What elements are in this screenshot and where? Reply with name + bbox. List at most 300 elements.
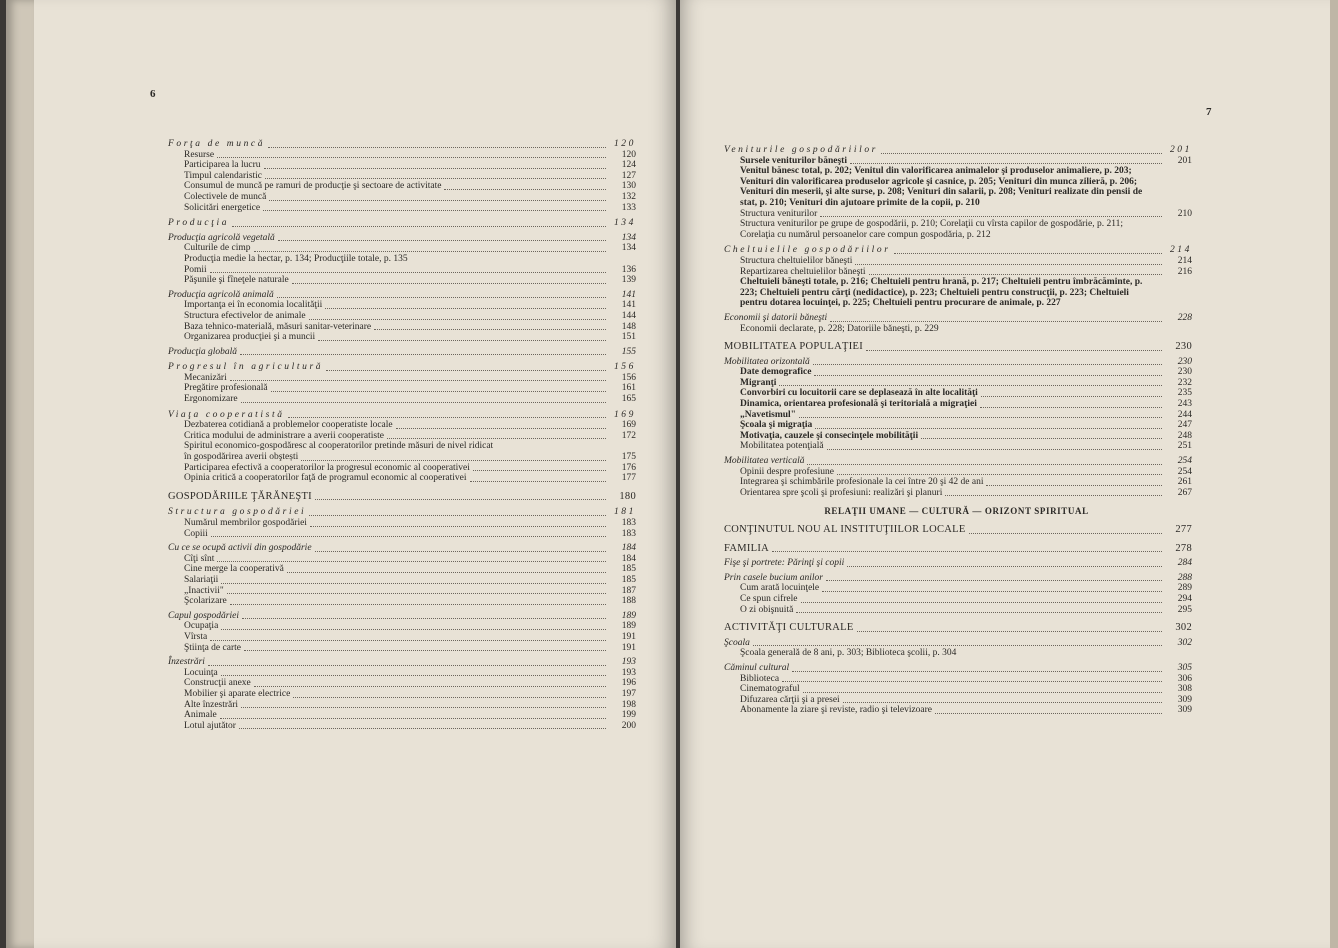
toc-entry (166, 218, 636, 229)
toc-entry-title: Producţia globală (168, 347, 240, 358)
toc-entry-page: 151 (606, 332, 636, 343)
toc-entry-title: Culturile de cimp (184, 243, 254, 254)
toc-entry (166, 394, 636, 405)
toc-entry (166, 300, 636, 311)
dot-leader (309, 515, 606, 516)
toc-entry (166, 192, 636, 203)
toc-entry (166, 689, 636, 700)
dot-leader (374, 329, 606, 330)
toc-entry-title: Date demografice (740, 367, 814, 378)
toc-entry-title: Participarea la lucru (184, 160, 264, 171)
toc-entry-page: 230 (1162, 367, 1192, 378)
toc-entry (722, 573, 1192, 584)
toc-entry-title: Cu ce se ocupă activii din gospodărie (168, 543, 315, 554)
dot-leader (827, 449, 1162, 450)
toc-entry (166, 529, 636, 540)
toc-entry-page: 141 (606, 290, 636, 301)
dot-leader (221, 675, 606, 676)
toc-entry-title: în gospodărirea averii obştești (184, 452, 301, 463)
toc-entry-page: 247 (1162, 420, 1192, 431)
dot-leader (239, 728, 606, 729)
toc-entry-page: 165 (606, 394, 636, 405)
toc-entry (722, 388, 1192, 399)
toc-entry-title: Convorbiri cu locuitorii care se deplasează în alte localităţi (740, 388, 981, 399)
toc-entry-title: Mobilitatea potenţială (740, 441, 827, 452)
toc-entry-title: Pomii (184, 265, 210, 276)
dot-leader (241, 707, 606, 708)
dot-leader (387, 438, 606, 439)
toc-entry-title: Abonamente la ziare şi reviste, radio şi televizoare (740, 705, 935, 716)
toc-entry (722, 219, 1192, 240)
dot-leader (271, 391, 606, 392)
toc-entry-page: 189 (606, 621, 636, 632)
dot-leader (221, 583, 606, 584)
toc-entry-title: Cheltuielile gospodăriilor (724, 245, 894, 256)
toc-entry-page: 141 (606, 300, 636, 311)
toc-entry (166, 233, 636, 244)
toc-entry-page: 201 (1162, 156, 1192, 167)
toc-entry-title: Dinamica, orientarea profesională şi teritorială a migraţiei (740, 399, 980, 410)
dot-leader (837, 474, 1162, 475)
table-of-contents-left (166, 134, 636, 731)
toc-entry-title: Structura gospodăriei (168, 507, 309, 518)
toc-entry-title: Consumul de muncă pe ramuri de producţie şi sectoare de activitate (184, 181, 444, 192)
toc-entry (166, 139, 636, 150)
toc-entry-page: 284 (1162, 558, 1192, 569)
dot-leader (969, 533, 1162, 534)
toc-entry-title: Şcoala (724, 638, 753, 649)
toc-entry-title: Integrarea şi schimbările profesionale la cei între 20 şi 42 de ani (740, 477, 986, 488)
toc-entry (722, 477, 1192, 488)
toc-entry-page: 251 (1162, 441, 1192, 452)
toc-entry (722, 594, 1192, 605)
toc-entry-page: 277 (1162, 525, 1192, 536)
toc-entry (166, 347, 636, 358)
toc-entry-title: Cine merge la cooperativă (184, 564, 287, 575)
toc-entry-title: Construcţii anexe (184, 678, 254, 689)
toc-entry-title: Ocupaţia (184, 621, 221, 632)
dot-leader (301, 460, 606, 461)
toc-entry-title: Resurse (184, 150, 217, 161)
toc-entry-title: O zi obişnuită (740, 605, 796, 616)
toc-entry (722, 441, 1192, 452)
toc-entry-title: Mecanizări (184, 373, 230, 384)
toc-entry-page: 235 (1162, 388, 1192, 399)
toc-entry-page: 183 (606, 529, 636, 540)
dot-leader (881, 153, 1162, 154)
toc-entry (166, 473, 636, 484)
dot-leader (244, 650, 606, 651)
toc-entry (166, 452, 636, 463)
toc-entry-page: 232 (1162, 378, 1192, 389)
toc-entry (166, 265, 636, 276)
dot-leader (268, 147, 606, 148)
toc-entry-page: 294 (1162, 594, 1192, 605)
toc-entry (166, 507, 636, 518)
toc-entry-title: Fişe şi portrete: Părinţi şi copii (724, 558, 847, 569)
toc-entry-page: 124 (606, 160, 636, 171)
toc-entry-page: 302 (1162, 623, 1192, 634)
toc-entry (722, 245, 1192, 256)
toc-entry-title: Căminul cultural (724, 663, 792, 674)
toc-entry (166, 463, 636, 474)
toc-entry-page: 309 (1162, 695, 1192, 706)
toc-entry-page: 302 (1162, 638, 1192, 649)
dot-leader (254, 686, 606, 687)
toc-entry-title: Prin casele bucium anilor (724, 573, 826, 584)
dot-leader (210, 272, 606, 273)
toc-entry (722, 410, 1192, 421)
toc-entry-title: Sursele veniturilor băneşti (740, 156, 850, 167)
dot-leader (277, 297, 606, 298)
toc-entry (722, 638, 1192, 649)
toc-entry-page: 267 (1162, 488, 1192, 499)
toc-entry-title: Animale (184, 710, 220, 721)
toc-entry-title: Opinia critică a cooperatorilor faţă de programul economic al cooperativei (184, 473, 470, 484)
toc-entry (722, 431, 1192, 442)
toc-entry-title: Veniturile gospodăriilor (724, 145, 881, 156)
toc-entry-title: „Navetismul" (740, 410, 799, 421)
toc-entry (166, 621, 636, 632)
dot-leader (981, 396, 1162, 397)
toc-entry-page: 254 (1162, 456, 1192, 467)
dot-leader (278, 240, 606, 241)
dot-leader (288, 417, 606, 418)
dot-leader (240, 354, 606, 355)
toc-entry (166, 678, 636, 689)
toc-entry-title: Şcoala generală de 8 ani, p. 303; Biblioteca şcolii, p. 304 (740, 648, 959, 659)
toc-entry (166, 160, 636, 171)
toc-entry-page: 169 (606, 410, 636, 421)
toc-entry (166, 431, 636, 442)
toc-entry (166, 632, 636, 643)
dot-leader (293, 697, 606, 698)
toc-entry-page: 193 (606, 668, 636, 679)
toc-entry (722, 209, 1192, 220)
toc-entry-title: Structura cheltuielilor băneşti (740, 256, 855, 267)
toc-entry (722, 456, 1192, 467)
toc-entry-title: Ergonomizare (184, 394, 241, 405)
dot-leader (921, 438, 1162, 439)
toc-entry (722, 313, 1192, 324)
toc-entry-title: FAMILIA (724, 544, 772, 555)
dot-leader (254, 251, 607, 252)
toc-entry-title: Timpul calendaristic (184, 171, 265, 182)
toc-entry-title: Venitul bănesc total, p. 202; Venitul din valorificarea animalelor şi produselor animaliere, p. 203; Venituri din valorificarea produselor agricole şi casnice, p. 205; Venituri din munca zilieră, p. 206; Venituri din meserii, şi alte surse, p. 208; Venituri din salarii, p. 208; Venituri realizate din pensii de stat, p. 210; Venituri din ajutoare primite de la copii, p. 210 (740, 166, 1152, 208)
toc-entry-title: Cinematograful (740, 684, 803, 695)
toc-entry (722, 623, 1192, 634)
dot-leader (815, 428, 1162, 429)
toc-entry-title: Solicitări energetice (184, 203, 263, 214)
dot-leader (217, 157, 606, 158)
toc-entry (722, 488, 1192, 499)
dot-leader (444, 189, 606, 190)
left-page (34, 0, 676, 948)
page-number: 6 (150, 88, 156, 100)
toc-entry-page: 305 (1162, 663, 1192, 674)
dot-leader (242, 618, 606, 619)
toc-entry-title: Cîţi sînt (184, 554, 217, 565)
dot-leader (850, 163, 1162, 164)
dot-leader (473, 470, 606, 471)
toc-entry (166, 290, 636, 301)
toc-entry-page: 155 (606, 347, 636, 358)
toc-entry-title: Repartizarea cheltuielilor băneşti (740, 267, 869, 278)
toc-entry (722, 605, 1192, 616)
toc-entry-title: Locuinţa (184, 668, 221, 679)
toc-entry-title: Salariaţii (184, 575, 221, 586)
toc-entry (166, 275, 636, 286)
toc-entry (722, 357, 1192, 368)
toc-entry-title: Dezbaterea cotidiană a problemelor cooperatiste locale (184, 420, 396, 431)
toc-entry-title: Producţia medie la hectar, p. 134; Producţiile totale, p. 135 (184, 254, 411, 265)
toc-entry-page: 120 (606, 139, 636, 150)
toc-entry-title: Mobilitatea orizontală (724, 357, 813, 368)
toc-entry (722, 674, 1192, 685)
toc-entry-page: 130 (606, 181, 636, 192)
toc-entry (166, 420, 636, 431)
dot-leader (779, 385, 1162, 386)
toc-entry-page: 120 (606, 150, 636, 161)
toc-entry (722, 324, 1192, 335)
toc-entry-title: Cheltuieli băneşti totale, p. 216; Cheltuieli pentru hrană, p. 217; Cheltuieli pentru îmbrăcăminte, p. 223; Cheltuieli pentru cărţi (nedidactice), p. 223; Cheltuieli pentru construcţii, p. 223; Cheltuieli pentru dotarea locuinţei, p. 225; Cheltuieli pentru procurare de animale, p. 227 (740, 277, 1152, 309)
dot-leader (801, 602, 1162, 603)
toc-entry-page: 176 (606, 463, 636, 474)
toc-entry-page: 198 (606, 700, 636, 711)
dot-leader (799, 417, 1162, 418)
toc-entry (722, 367, 1192, 378)
toc-entry-page: 278 (1162, 544, 1192, 555)
dot-leader (813, 364, 1162, 365)
toc-entry (722, 277, 1192, 309)
toc-entry-page: 181 (606, 507, 636, 518)
toc-entry (166, 543, 636, 554)
toc-entry (166, 410, 636, 421)
dot-leader (230, 380, 606, 381)
toc-entry-page: 134 (606, 218, 636, 229)
toc-entry (166, 322, 636, 333)
toc-entry-page: 172 (606, 431, 636, 442)
toc-entry (166, 700, 636, 711)
toc-entry-page: 309 (1162, 705, 1192, 716)
toc-entry-title: GOSPODĂRIILE ŢĂRĂNEŞTI (168, 492, 315, 503)
toc-entry-page: 132 (606, 192, 636, 203)
toc-entry-title: Orientarea spre şcoli şi profesiuni: realizări şi planuri (740, 488, 945, 499)
toc-entry-page: 161 (606, 383, 636, 394)
toc-entry (166, 554, 636, 565)
toc-entry-title: Şcoala şi migraţia (740, 420, 815, 431)
toc-entry (166, 243, 636, 254)
toc-entry-page: 308 (1162, 684, 1192, 695)
toc-entry-title: Cum arată locuinţele (740, 583, 822, 594)
dot-leader (986, 485, 1162, 486)
toc-entry-title: Critica modului de administrare a averii cooperatiste (184, 431, 387, 442)
toc-entry-page: 193 (606, 657, 636, 668)
toc-entry-page: 169 (606, 420, 636, 431)
dot-leader (826, 580, 1162, 581)
book-edge-right (1330, 0, 1338, 948)
toc-entry-title: Numărul membrilor gospodăriei (184, 518, 310, 529)
dot-leader (325, 308, 606, 309)
toc-entry-page: 133 (606, 203, 636, 214)
dot-leader (822, 591, 1162, 592)
toc-entry (166, 441, 636, 452)
dot-leader (318, 340, 606, 341)
toc-entry (166, 383, 636, 394)
toc-entry-page: 199 (606, 710, 636, 721)
toc-entry-title: Lotul ajutător (184, 721, 239, 732)
dot-leader (945, 495, 1162, 496)
toc-entry-title: Migranţi (740, 378, 779, 389)
toc-entry-page: 230 (1162, 357, 1192, 368)
toc-entry-title: Producţia agricolă animală (168, 290, 277, 301)
toc-entry-page: 200 (606, 721, 636, 732)
toc-entry-page: 185 (606, 564, 636, 575)
toc-entry (166, 586, 636, 597)
toc-entry (722, 420, 1192, 431)
toc-entry (722, 558, 1192, 569)
dot-leader (315, 499, 606, 500)
toc-entry-title: Producţia agricolă vegetală (168, 233, 278, 244)
dot-leader (326, 370, 606, 371)
toc-entry (722, 695, 1192, 706)
dot-leader (820, 216, 1162, 217)
dot-leader (796, 612, 1162, 613)
toc-entry-page: 214 (1162, 245, 1192, 256)
toc-entry-title: RELAŢII UMANE — CULTURĂ — ORIZONT SPIRITUAL (824, 506, 1089, 517)
toc-entry-page: 196 (606, 678, 636, 689)
dot-leader (263, 210, 606, 211)
toc-entry-title: Viaţa cooperatistă (168, 410, 288, 421)
toc-entry (722, 256, 1192, 267)
toc-entry (722, 544, 1192, 555)
dot-leader (782, 681, 1162, 682)
toc-entry-title: Forţa de muncă (168, 139, 268, 150)
toc-entry-title: Alte înzestrări (184, 700, 241, 711)
toc-entry (166, 311, 636, 322)
dot-leader (814, 375, 1162, 376)
book-edge-left (6, 0, 34, 948)
dot-leader (287, 572, 606, 573)
toc-entry-title: MOBILITATEA POPULAŢIEI (724, 342, 866, 353)
toc-entry-title: Spiritul economico-gospodăresc al cooperatorilor pretinde măsuri de nivel ridicat (184, 441, 496, 452)
dot-leader (803, 692, 1162, 693)
toc-entry-page: 243 (1162, 399, 1192, 410)
toc-entry-page: 228 (1162, 313, 1192, 324)
toc-entry (166, 564, 636, 575)
toc-entry (166, 181, 636, 192)
toc-entry-title: Biblioteca (740, 674, 782, 685)
dot-leader (265, 178, 606, 179)
toc-entry-title: Economii declarate, p. 228; Datoriile băneşti, p. 229 (740, 324, 942, 335)
dot-leader (470, 481, 607, 482)
dot-leader (772, 551, 1162, 552)
toc-entry (722, 506, 1192, 517)
toc-entry (166, 332, 636, 343)
dot-leader (980, 407, 1162, 408)
dot-leader (210, 640, 606, 641)
dot-leader (857, 631, 1162, 632)
dot-leader (792, 671, 1162, 672)
toc-entry-page: 175 (606, 452, 636, 463)
toc-entry (166, 362, 636, 373)
toc-entry (722, 583, 1192, 594)
toc-entry (166, 657, 636, 668)
toc-entry-title: Producţia (168, 218, 232, 229)
toc-entry-page: 201 (1162, 145, 1192, 156)
toc-entry (166, 254, 636, 265)
toc-entry-page: 144 (606, 311, 636, 322)
dot-leader (232, 226, 606, 227)
toc-entry-title: Înzestrări (168, 657, 208, 668)
toc-entry (166, 668, 636, 679)
toc-entry-page: 183 (606, 518, 636, 529)
toc-entry (166, 611, 636, 622)
toc-entry-title: Structura veniturilor pe grupe de gospodării, p. 210; Corelaţii cu vîrsta capilor de gospodărie, p. 211; Corelaţia cu numărul persoanelor care compun gospodăria, p. 212 (740, 219, 1152, 240)
toc-entry-page: 148 (606, 322, 636, 333)
dot-leader (292, 283, 606, 284)
toc-entry (722, 525, 1192, 536)
toc-entry-title: Şcolarizare (184, 596, 230, 607)
toc-entry-page: 288 (1162, 573, 1192, 584)
dot-leader (211, 536, 606, 537)
dot-leader (221, 629, 606, 630)
toc-entry (722, 684, 1192, 695)
toc-entry (722, 342, 1192, 353)
toc-entry (166, 710, 636, 721)
toc-entry (722, 663, 1192, 674)
dot-leader (315, 551, 606, 552)
toc-entry (722, 399, 1192, 410)
toc-entry-title: Mobilier şi aparate electrice (184, 689, 293, 700)
toc-entry-title: Capul gospodăriei (168, 611, 242, 622)
toc-entry (722, 166, 1192, 208)
toc-entry (722, 648, 1192, 659)
toc-entry-title: Pregătire profesională (184, 383, 271, 394)
toc-entry (722, 156, 1192, 167)
toc-entry (166, 721, 636, 732)
toc-entry-page: 189 (606, 611, 636, 622)
toc-entry-title: Organizarea producţiei şi a muncii (184, 332, 318, 343)
toc-entry-page: 295 (1162, 605, 1192, 616)
toc-entry-title: Ştiinţa de carte (184, 643, 244, 654)
toc-entry-page: 134 (606, 233, 636, 244)
dot-leader (208, 665, 606, 666)
toc-entry-title: ACTIVITĂŢI CULTURALE (724, 623, 857, 634)
toc-entry (722, 267, 1192, 278)
toc-entry-title: Structura efectivelor de animale (184, 311, 309, 322)
toc-entry (166, 596, 636, 607)
toc-entry-title: Economii şi datorii băneşti (724, 313, 830, 324)
dot-leader (217, 561, 606, 562)
dot-leader (830, 321, 1162, 322)
toc-entry-page: 261 (1162, 477, 1192, 488)
toc-entry-title: Mobilitatea verticală (724, 456, 807, 467)
dot-leader (230, 604, 606, 605)
toc-entry-page: 185 (606, 575, 636, 586)
dot-leader (264, 168, 607, 169)
toc-entry-page: 191 (606, 632, 636, 643)
toc-entry-page: 187 (606, 586, 636, 597)
dot-leader (807, 464, 1162, 465)
toc-entry-page: 134 (606, 243, 636, 254)
dot-leader (894, 253, 1162, 254)
toc-entry-title: Motivaţia, cauzele şi consecinţele mobilităţii (740, 431, 921, 442)
toc-entry-title: Structura veniturilor (740, 209, 820, 220)
toc-entry-page: 214 (1162, 256, 1192, 267)
dot-leader (309, 319, 606, 320)
toc-entry-page: 127 (606, 171, 636, 182)
